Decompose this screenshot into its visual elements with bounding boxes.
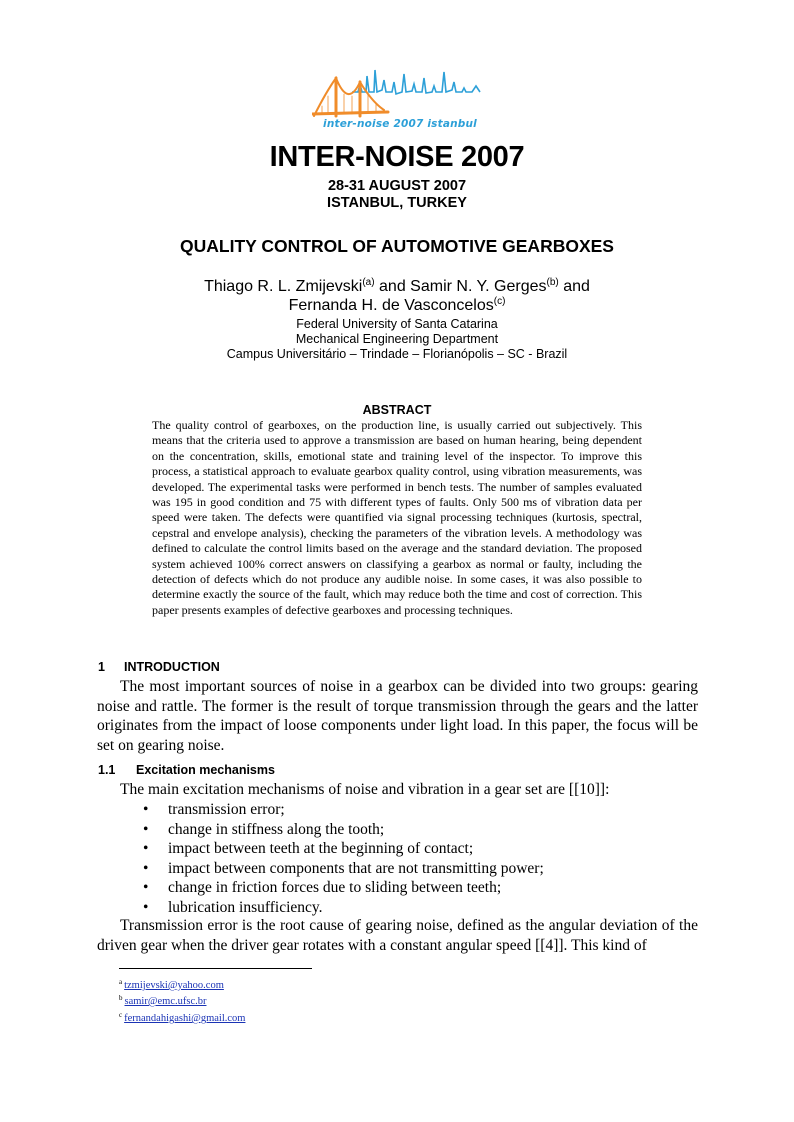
authors-line-1 xyxy=(0,278,794,296)
author-mark: (b) xyxy=(546,277,559,288)
author-mark: (a) xyxy=(362,277,375,288)
list-item: • change in friction forces due to sliding between teeth; xyxy=(143,878,544,898)
footnote-mark: b xyxy=(119,994,123,1002)
list-item: • change in stiffness along the tooth; xyxy=(143,820,544,840)
affiliation-university: Federal University of Santa Catarina xyxy=(296,317,498,331)
author-conjunction: and xyxy=(563,278,590,295)
email-link-b[interactable]: samir@emc.ufsc.br xyxy=(124,996,207,1007)
author-conjunction: and xyxy=(379,278,406,295)
conference-dates: 28-31 AUGUST 2007 xyxy=(327,178,467,194)
abstract-text: The quality control of gearboxes, on the production line, is usually carried out subjectively. This means that the criteria used to approve a transmission are based on human hearing, being dependent on the concentration, skills, emotional state and training level of the inspector. To improve this process, a statistical approach to evaluate gearbox quality control, using vibration measurements, was developed. The experimental tasks were performed in bench tests. The number of samples evaluated was 195 in good condition and 75 with different types of faults. Only 500 ms of vibration data per speed were taken. The defects were quantified via signal processing techniques (kurtosis, spectral, cepstral and envelope analysis), checking the parameters of the vibration levels. A methodology was defined to calculate the control limits based on the average and the standard deviation. The proposed system achieved 100% correct answers on classifying a gearbox as normal or faulty, including the detection of defects which do not produce any audible noise. In some cases, it was also possible to determine exactly the source of the fault, which may reduce both the time and cost of correction. This paper presents examples of defective gearboxes and processing techniques. xyxy=(152,418,642,617)
author-name: Samir N. Y. Gerges xyxy=(410,278,547,295)
section-title: Excitation mechanisms xyxy=(136,763,275,777)
section-number: 1.1 xyxy=(98,763,116,777)
section-number: 1 xyxy=(98,660,105,674)
list-item: • lubrication insufficiency. xyxy=(143,898,544,918)
logo-waveform xyxy=(352,70,480,94)
excitation-mechanisms-list xyxy=(143,800,544,918)
list-item: • impact between components that are not transmitting power; xyxy=(143,859,544,879)
section-title: INTRODUCTION xyxy=(124,660,220,674)
footnote-divider xyxy=(119,968,312,969)
section-heading-excitation xyxy=(98,763,275,777)
author-name: Thiago R. L. Zmijevski xyxy=(204,278,363,295)
abstract-heading: ABSTRACT xyxy=(362,403,432,417)
affiliation-department: Mechanical Engineering Department xyxy=(295,332,499,346)
affiliation-address: Campus Universitário – Trindade – Florianópolis – SC - Brazil xyxy=(226,347,568,361)
email-link-a[interactable]: tzmijevski@yahoo.com xyxy=(124,980,224,991)
footnote-a xyxy=(119,980,224,991)
footnote-mark: c xyxy=(119,1011,123,1019)
conference-location: ISTANBUL, TURKEY xyxy=(327,195,467,211)
paper-title: QUALITY CONTROL OF AUTOMOTIVE GEARBOXES xyxy=(180,236,614,256)
list-item: • transmission error; xyxy=(143,800,544,820)
conference-name: INTER-NOISE 2007 xyxy=(269,141,525,173)
footnote-b xyxy=(119,996,206,1007)
list-item: • impact between teeth at the beginning of contact; xyxy=(143,839,544,859)
email-link-c[interactable]: fernandahigashi@gmail.com xyxy=(124,1013,246,1024)
excitation-intro-paragraph: The main excitation mechanisms of noise and vibration in a gear set are [[10]]: xyxy=(120,781,610,798)
introduction-paragraph: The most important sources of noise in a gearbox can be divided into two groups: gearing noise and rattle. The former is the result of torque transmission through the gears and the latter originates from the impact of loose components under light load. In this paper, the focus will be set on gearing noise. xyxy=(97,678,698,754)
footnote-mark: a xyxy=(119,978,123,986)
author-mark: (c) xyxy=(493,296,506,307)
logo-caption: inter-noise 2007 istanbul xyxy=(323,118,477,130)
authors-line-2 xyxy=(0,297,794,315)
transmission-error-paragraph: Transmission error is the root cause of gearing noise, defined as the angular deviation of the driven gear when the driver gear rotates with a constant angular speed [[4]]. This kind of xyxy=(97,917,698,954)
author-name: Fernanda H. de Vasconcelos xyxy=(288,297,494,314)
section-heading-introduction xyxy=(98,660,220,674)
footnote-c xyxy=(119,1013,245,1024)
